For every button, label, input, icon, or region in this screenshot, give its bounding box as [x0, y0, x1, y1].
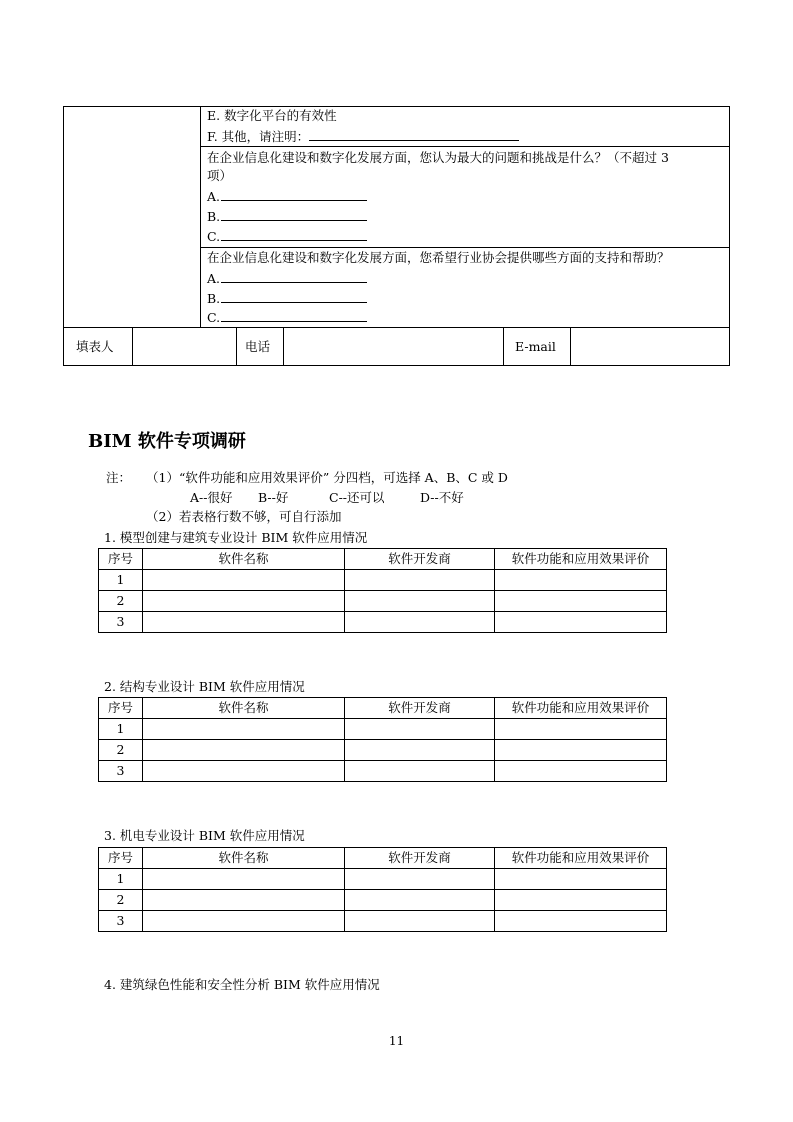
- column-header-col-evaluation: 软件功能和应用效果评价: [495, 698, 667, 719]
- col-evaluation-cell[interactable]: [495, 911, 667, 932]
- option-e: E. 数字化平台的有效性: [207, 108, 337, 123]
- table-row: [99, 719, 667, 740]
- column-header-col-evaluation: 软件功能和应用效果评价: [495, 848, 667, 869]
- answer-c-blank[interactable]: [221, 309, 367, 322]
- col-developer-cell[interactable]: [345, 570, 495, 591]
- col-developer-cell[interactable]: [345, 911, 495, 932]
- question-challenges-line1: 在企业信息化建设和数字化发展方面，您认为最大的问题和挑战是什么？（不超过 3: [207, 150, 669, 165]
- grade-c: C--还可以: [329, 490, 385, 505]
- table-header-row: [99, 848, 667, 869]
- table-border: [570, 327, 571, 366]
- survey-table: [63, 106, 730, 366]
- table-border: [503, 327, 504, 366]
- col-software-name-cell[interactable]: [143, 911, 345, 932]
- answer-b-blank[interactable]: [221, 290, 367, 303]
- col-software-name-cell[interactable]: [143, 740, 345, 761]
- column-header-col-developer: 软件开发商: [345, 848, 495, 869]
- table-row: [99, 890, 667, 911]
- col-developer-cell[interactable]: [345, 869, 495, 890]
- row-index: 1: [99, 570, 143, 591]
- table-row: [99, 740, 667, 761]
- table-border: [132, 327, 133, 366]
- column-header-col-software-name: 软件名称: [143, 549, 345, 570]
- page-number: 11: [388, 1034, 405, 1048]
- col-evaluation-cell[interactable]: [495, 570, 667, 591]
- row-index: 2: [99, 890, 143, 911]
- col-software-name-cell[interactable]: [143, 570, 345, 591]
- table-row: [99, 591, 667, 612]
- answer-b: B.: [207, 290, 367, 307]
- question-support: 在企业信息化建设和数字化发展方面，您希望行业协会提供哪些方面的支持和帮助？: [207, 250, 670, 265]
- row-index: 2: [99, 740, 143, 761]
- bim-software-table: [98, 697, 667, 782]
- section-heading: 2. 结构专业设计 BIM 软件应用情况: [104, 679, 305, 694]
- col-developer-cell[interactable]: [345, 719, 495, 740]
- col-evaluation-cell[interactable]: [495, 740, 667, 761]
- col-software-name-cell[interactable]: [143, 890, 345, 911]
- answer-b: B.: [207, 208, 367, 225]
- col-developer-cell[interactable]: [345, 890, 495, 911]
- col-software-name-cell[interactable]: [143, 761, 345, 782]
- note-1: （1）“软件功能和应用效果评价” 分四档，可选择 A、B、C 或 D: [146, 470, 508, 485]
- option-f-label: F. 其他，请注明：: [207, 129, 310, 144]
- table-row: [99, 612, 667, 633]
- col-software-name-cell[interactable]: [143, 612, 345, 633]
- table-border: [200, 106, 201, 327]
- column-header-col-developer: 软件开发商: [345, 549, 495, 570]
- table-border: [200, 247, 730, 248]
- table-row: [99, 911, 667, 932]
- col-evaluation-cell[interactable]: [495, 612, 667, 633]
- table-border: [200, 146, 730, 147]
- table-row: [99, 570, 667, 591]
- column-header-col-index: 序号: [99, 848, 143, 869]
- section-heading: 1. 模型创建与建筑专业设计 BIM 软件应用情况: [104, 530, 368, 545]
- column-header-col-evaluation: 软件功能和应用效果评价: [495, 549, 667, 570]
- column-header-col-software-name: 软件名称: [143, 698, 345, 719]
- answer-c: C.: [207, 309, 367, 326]
- row-index: 2: [99, 591, 143, 612]
- row-index: 1: [99, 719, 143, 740]
- option-f: [207, 128, 519, 145]
- row-index: 3: [99, 911, 143, 932]
- answer-a-blank[interactable]: [221, 188, 367, 201]
- column-header-col-index: 序号: [99, 549, 143, 570]
- row-index: 1: [99, 869, 143, 890]
- table-header-row: [99, 698, 667, 719]
- column-header-col-index: 序号: [99, 698, 143, 719]
- answer-b-blank[interactable]: [221, 208, 367, 221]
- row-index: 3: [99, 761, 143, 782]
- col-evaluation-cell[interactable]: [495, 591, 667, 612]
- section-heading: 3. 机电专业设计 BIM 软件应用情况: [104, 828, 305, 843]
- table-border: [63, 327, 730, 328]
- col-developer-cell[interactable]: [345, 761, 495, 782]
- answer-a: A.: [207, 188, 367, 205]
- grade-a: A--很好: [190, 490, 233, 505]
- note-2: （2）若表格行数不够，可自行添加: [146, 509, 342, 524]
- table-border: [236, 327, 237, 366]
- bim-software-table: [98, 847, 667, 932]
- column-header-col-software-name: 软件名称: [143, 848, 345, 869]
- note-prefix: 注：: [106, 470, 132, 485]
- bim-software-table: [98, 548, 667, 633]
- col-software-name-cell[interactable]: [143, 591, 345, 612]
- answer-a: A.: [207, 270, 367, 287]
- col-evaluation-cell[interactable]: [495, 761, 667, 782]
- col-evaluation-cell[interactable]: [495, 890, 667, 911]
- table-row: [99, 869, 667, 890]
- question-challenges-line2: 项）: [207, 168, 233, 183]
- phone-label: 电话: [245, 339, 271, 354]
- column-header-col-developer: 软件开发商: [345, 698, 495, 719]
- table-border: [283, 327, 284, 366]
- table-header-row: [99, 549, 667, 570]
- table-border: [63, 106, 730, 107]
- answer-c-blank[interactable]: [221, 228, 367, 241]
- col-software-name-cell[interactable]: [143, 719, 345, 740]
- table-border: [63, 365, 730, 366]
- filler-label: 填表人: [76, 339, 114, 354]
- grade-d: D--不好: [420, 490, 464, 505]
- section-heading: 4. 建筑绿色性能和安全性分析 BIM 软件应用情况: [104, 977, 380, 992]
- grade-b: B--好: [258, 490, 289, 505]
- email-label: E-mail: [515, 339, 556, 354]
- col-evaluation-cell[interactable]: [495, 719, 667, 740]
- col-software-name-cell[interactable]: [143, 869, 345, 890]
- col-developer-cell[interactable]: [345, 612, 495, 633]
- row-index: 3: [99, 612, 143, 633]
- col-developer-cell[interactable]: [345, 591, 495, 612]
- option-f-blank[interactable]: [309, 128, 519, 141]
- col-evaluation-cell[interactable]: [495, 869, 667, 890]
- col-developer-cell[interactable]: [345, 740, 495, 761]
- table-row: [99, 761, 667, 782]
- answer-a-blank[interactable]: [221, 270, 367, 283]
- answer-c: C.: [207, 228, 367, 245]
- section-title: BIM 软件专项调研: [88, 431, 246, 452]
